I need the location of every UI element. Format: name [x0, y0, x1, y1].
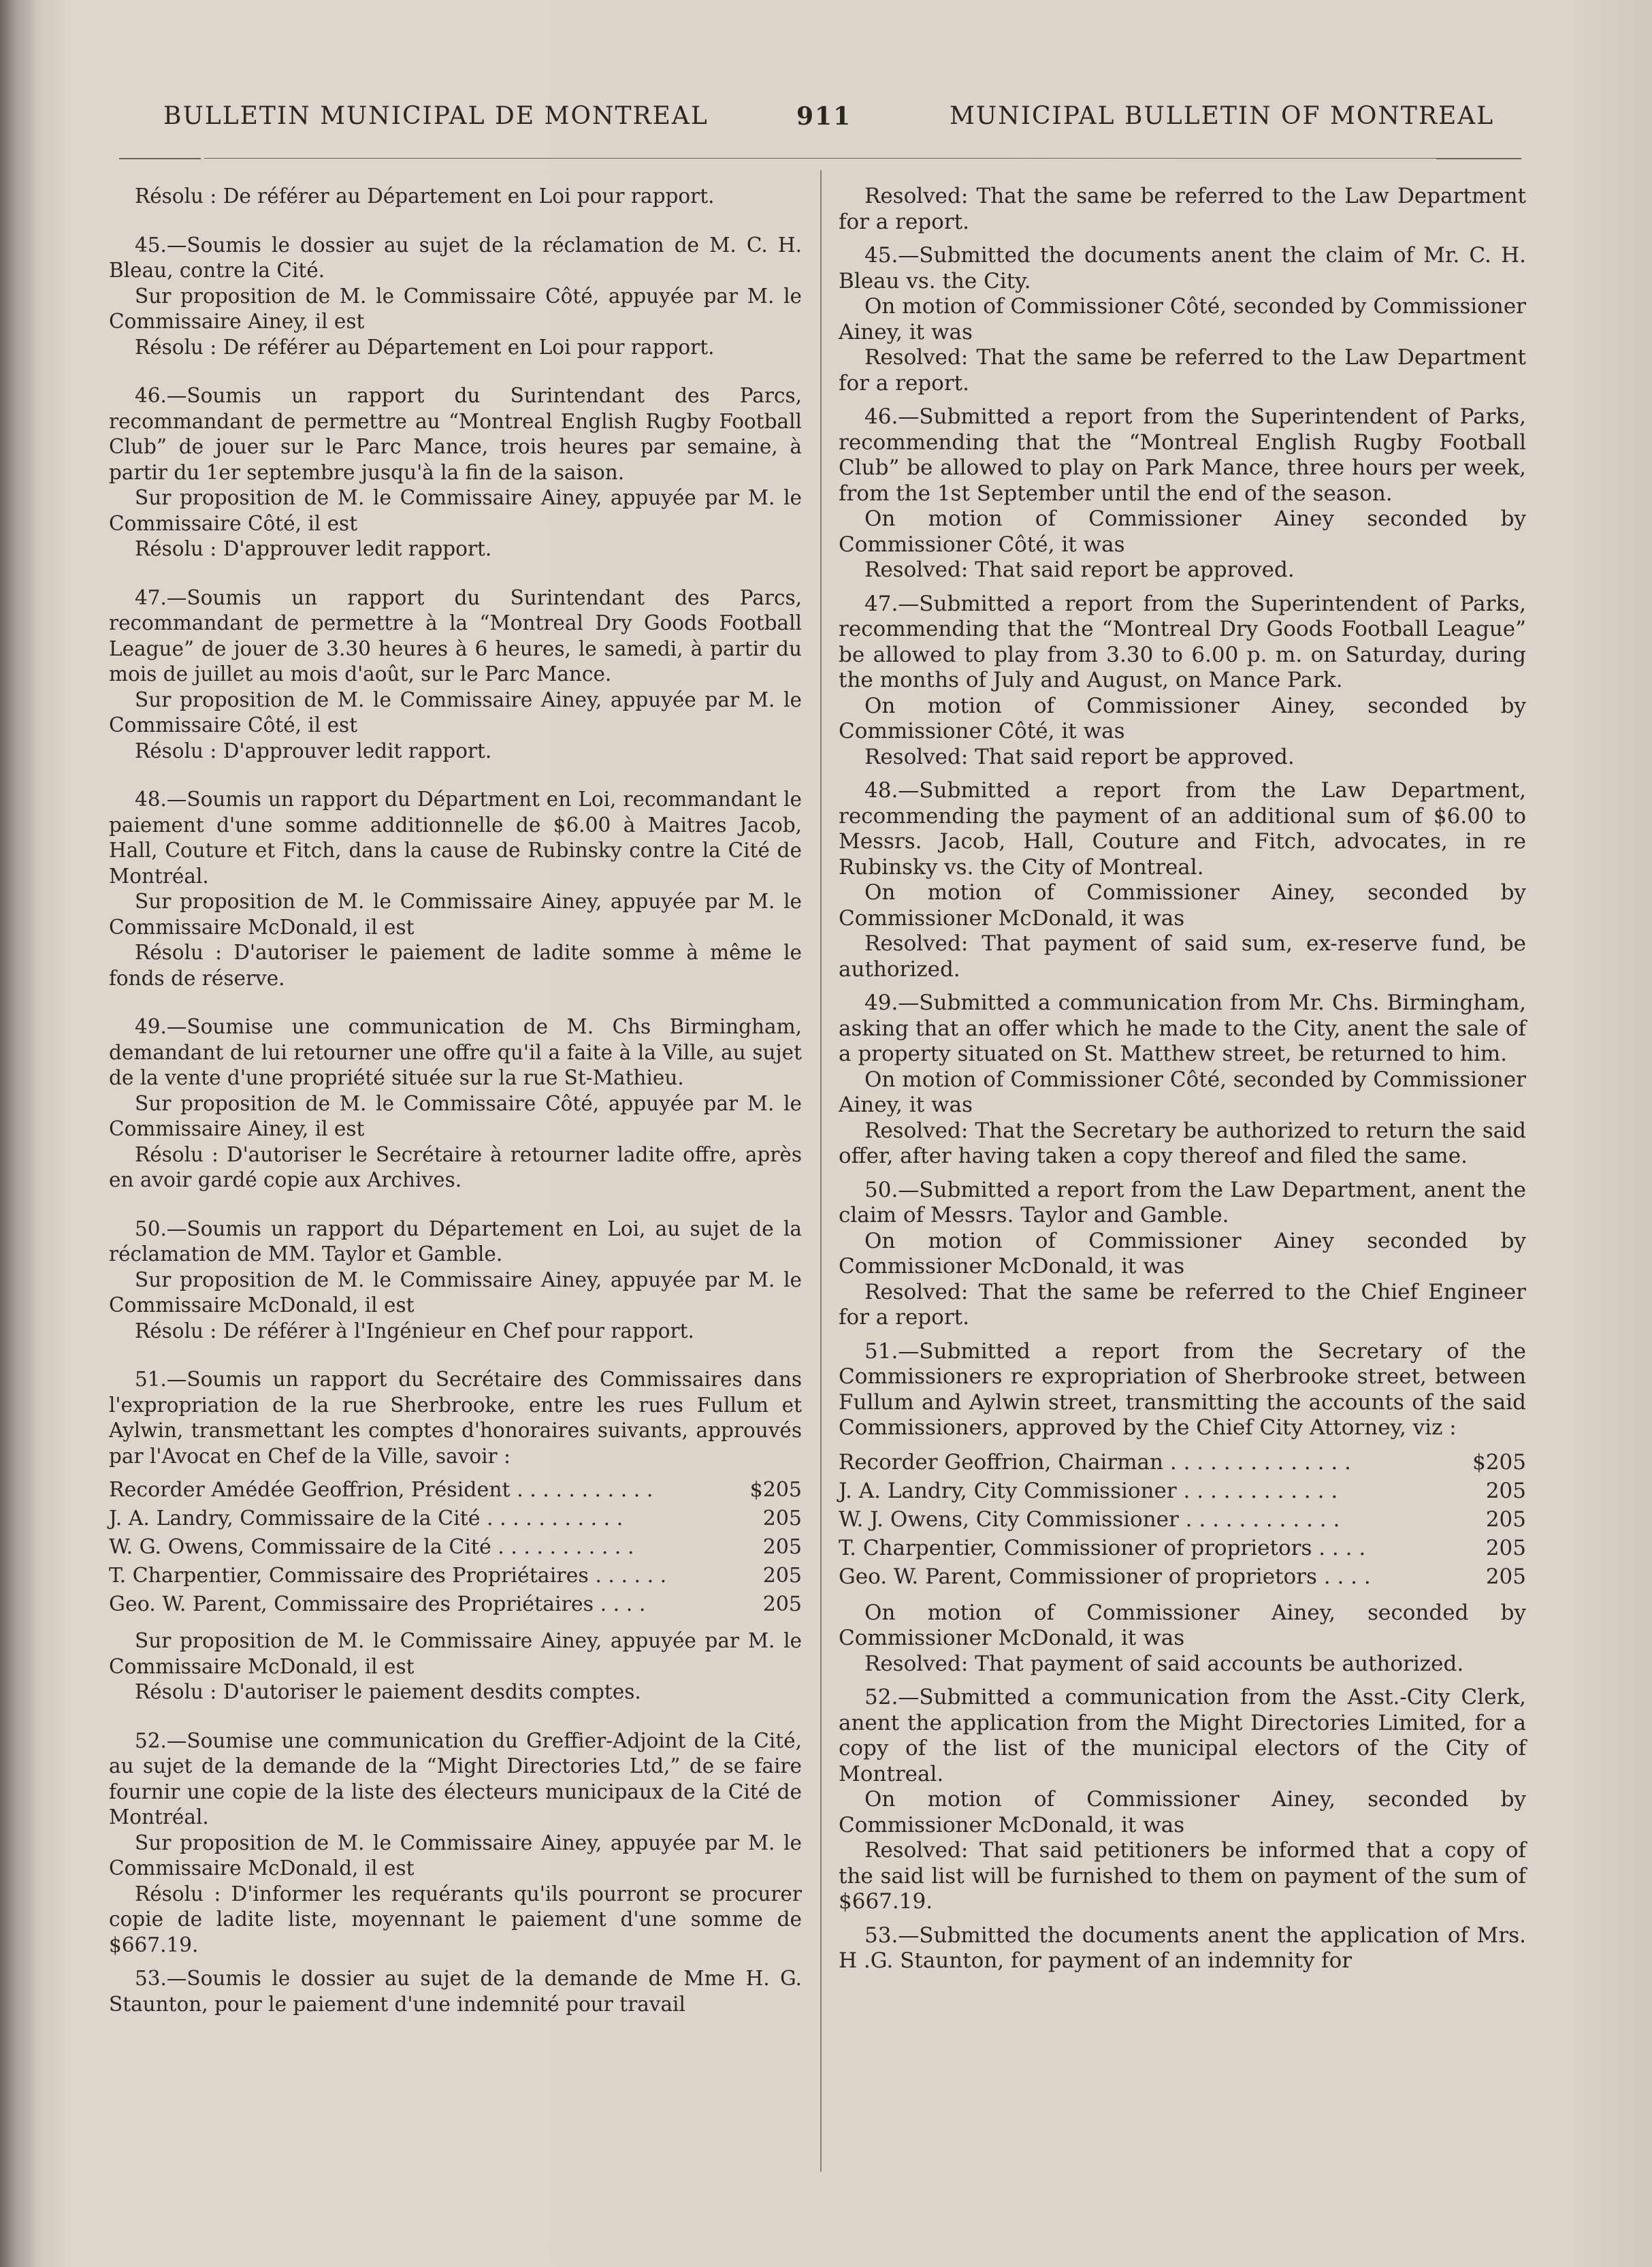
item-53 — [839, 1923, 1526, 1974]
item-motion: Sur proposition de M. le Commissaire Ainey, appuyée par M. le Commissaire McDonald, il est — [109, 890, 802, 939]
item-47 — [839, 592, 1526, 771]
header-rule-left — [119, 158, 201, 159]
french-column — [109, 184, 802, 2025]
item-48 — [839, 778, 1526, 982]
item-motion: Sur proposition de M. le Commissaire Ainey, appuyée par M. le Commissaire Côté, il est — [109, 486, 802, 535]
item-text: 47.—Submitted a report from the Superintendent of Parks, recommending that the “Montreal Dry Goods Football League” be allowed to play from 3.30 to 6.00 p. m. on Saturday, during the months of July and August, on Mance Park. — [839, 591, 1526, 692]
item-text: 48.—Submitted a report from the Law Department, recommending the payment of an additional sum of $6.00 to Messrs. Jacob, Hall, Couture and Fitch, advocates, in re Rubinsky vs. the City of Montreal. — [839, 778, 1526, 880]
item-51 — [839, 1339, 1526, 1677]
item-52 — [109, 1729, 802, 1959]
page-number: 911 — [796, 102, 852, 131]
item-resolution: Resolved: That said petitioners be informed that a copy of the said list will be furnished to them on payment of the sum of $667.19. — [839, 1838, 1526, 1914]
item-49 — [109, 1014, 802, 1193]
item-46 — [839, 404, 1526, 583]
item-resolution: Résolu : D'approuver ledit rapport. — [135, 537, 492, 560]
intro-resolution: Resolved: That the same be referred to the Law Department for a report. — [839, 184, 1526, 234]
item-motion: On motion of Commissioner Ainey, seconded by Commissioner McDonald, it was — [839, 1787, 1526, 1837]
item-49 — [839, 991, 1526, 1170]
item-50 — [109, 1217, 802, 1345]
item-text: 50.—Submitted a report from the Law Department, anent the claim of Messrs. Taylor and Gamble. — [839, 1177, 1526, 1227]
item-motion: On motion of Commissioner Ainey seconded by Commissioner Côté, it was — [839, 507, 1526, 557]
column-divider — [820, 170, 822, 2172]
item-motion: Sur proposition de M. le Commissaire Ainey, appuyée par M. le Commissaire McDonald, il est — [109, 1629, 802, 1678]
item-text: 47.—Soumis un rapport du Surintendant des Parcs, recommandant de permettre à la “Montreal Dry Goods Football League” de jouer de 3.30 heures à 6 heures, le samedi, à partir du mois de juillet au mois d'août, sur le Parc Mance. — [109, 585, 802, 686]
account-row: W. G. Owens, Commissaire de la Cité . . . . . . . . . . . 205 — [109, 1535, 802, 1559]
account-row: J. A. Landry, Commissaire de la Cité . . . . . . . . . . . 205 — [109, 1507, 802, 1530]
item-motion: On motion of Commissioner Ainey, seconded by Commissioner McDonald, it was — [839, 880, 1526, 931]
account-row: J. A. Landry, City Commissioner . . . . . . . . . . . . 205 — [839, 1478, 1526, 1503]
header-rule — [204, 158, 1491, 159]
item-motion: Sur proposition de M. le Commissaire Côté, appuyée par M. le Commissaire Ainey, il est — [109, 284, 802, 333]
item-text: 45.—Submitted the documents anent the claim of Mr. C. H. Bleau vs. the City. — [839, 243, 1526, 293]
item-text: 46.—Submitted a report from the Superintendent of Parks, recommending that the “Montreal English Rugby Football Club” be allowed to play on Park Mance, three hours per week, from the 1st September until the end of the season. — [839, 404, 1526, 506]
item-text: 48.—Soumis un rapport du Départment en Loi, recommandant le paiement d'une somme additionnelle de $6.00 à Maitres Jacob, Hall, Couture et Fitch, dans la cause de Rubinsky contre la Cité de Montréal. — [109, 788, 802, 888]
item-motion: On motion of Commissioner Ainey, seconded by Commissioner Côté, it was — [839, 693, 1526, 743]
item-45 — [109, 233, 802, 361]
item-motion: Sur proposition de M. le Commissaire Ainey, appuyée par M. le Commissaire Côté, il est — [109, 688, 802, 737]
account-row: Geo. W. Parent, Commissaire des Propriétaires . . . . 205 — [109, 1592, 802, 1616]
item-resolution: Resolved: That payment of said sum, ex-reserve fund, be authorized. — [839, 931, 1526, 982]
item-text: 49.—Submitted a communication from Mr. Chs. Birmingham, asking that an offer which he made to the City, anent the sale of a property situated on St. Matthew street, be returned to him. — [839, 991, 1526, 1066]
item-text: 52.—Submitted a communication from the Asst.-City Clerk, anent the application from the Might Directories Limited, for a copy of the list of the municipal electors of the City of Montreal. — [839, 1685, 1526, 1786]
item-text: 51.—Soumis un rapport du Secrétaire des Commissaires dans l'expropriation de la rue Sherbrooke, entre les rues Fullum et Aylwin, transmettant les comptes d'honoraires suivants, approuvés par l'Avocat en Chef de la Ville, savoir : — [109, 1368, 802, 1468]
item-resolution: Resolved: That said report be approved. — [864, 744, 1295, 769]
account-row: T. Charpentier, Commissioner of proprietors . . . . 205 — [839, 1535, 1526, 1560]
item-46 — [109, 383, 802, 562]
item-text: 45.—Soumis le dossier au sujet de la réclamation de M. C. H. Bleau, contre la Cité. — [109, 233, 802, 282]
account-row: Recorder Amédée Geoffrion, Président . . . . . . . . . . . $205 — [109, 1478, 802, 1502]
header-english-title: MUNICIPAL BULLETIN OF MONTREAL — [950, 102, 1495, 130]
item-51 — [109, 1367, 802, 1705]
item-text: 46.—Soumis un rapport du Surintendant des Parcs, recommandant de permettre au “Montreal English Rugby Football Club” de jouer sur le Parc Mance, trois heures par semaine, à partir du 1er septembre jusqu'à la fin de la saison. — [109, 384, 802, 484]
item-text: 50.—Soumis un rapport du Département en Loi, au sujet de la réclamation de MM. Taylor et Gamble. — [109, 1217, 802, 1266]
item-52 — [839, 1685, 1526, 1915]
item-resolution: Résolu : D'informer les requérants qu'ils pourront se procurer copie de ladite liste, moyennant le paiement d'une somme de $667.19. — [109, 1882, 802, 1957]
accounts-table — [839, 1448, 1526, 1591]
intro-resolution: Résolu : De référer au Département en Loi pour rapport. — [135, 184, 715, 208]
item-motion: Sur proposition de M. le Commissaire Ainey, appuyée par M. le Commissaire McDonald, il est — [109, 1831, 802, 1880]
account-row: Geo. W. Parent, Commissioner of proprietors . . . . 205 — [839, 1564, 1526, 1589]
english-column — [839, 184, 1526, 1982]
item-text: 53.—Submitted the documents anent the application of Mrs. H .G. Staunton, for payment of an indemnity for — [839, 1923, 1526, 1973]
item-resolution: Résolu : D'autoriser le Secrétaire à retourner ladite offre, après en avoir gardé copie aux Archives. — [109, 1142, 802, 1191]
item-resolution: Résolu : D'autoriser le paiement de ladite somme à même le fonds de réserve. — [109, 941, 802, 990]
header-french-title: BULLETIN MUNICIPAL DE MONTREAL — [163, 102, 709, 130]
item-text: 51.—Submitted a report from the Secretary of the Commissioners re expropriation of Sherbrooke street, between Fullum and Aylwin street, transmitting the accounts of the said Commissioners, approved by the Chief City Attorney, viz : — [839, 1338, 1526, 1440]
page-header — [0, 102, 1652, 143]
item-45 — [839, 243, 1526, 396]
item-motion: Sur proposition de M. le Commissaire Côté, appuyée par M. le Commissaire Ainey, il est — [109, 1091, 802, 1140]
item-motion: Sur proposition de M. le Commissaire Ainey, appuyée par M. le Commissaire McDonald, il est — [109, 1268, 802, 1317]
item-motion: On motion of Commissioner Ainey seconded by Commissioner McDonald, it was — [839, 1228, 1526, 1279]
item-resolution: Resolved: That the same be referred to the Law Department for a report. — [839, 345, 1526, 396]
item-resolution: Resolved: That the same be referred to the Chief Engineer for a report. — [839, 1279, 1526, 1330]
header-rule-right — [1436, 158, 1521, 159]
item-motion: On motion of Commissioner Côté, seconded by Commissioner Ainey, it was — [839, 1067, 1526, 1117]
item-motion: On motion of Commissioner Ainey, seconded by Commissioner McDonald, it was — [839, 1600, 1526, 1650]
item-resolution: Resolved: That the Secretary be authorized to return the said offer, after having taken a copy thereof and filed the same. — [839, 1118, 1526, 1168]
item-resolution: Résolu : D'approuver ledit rapport. — [135, 739, 492, 762]
accounts-table — [109, 1476, 802, 1619]
account-row: Recorder Geoffrion, Chairman . . . . . . . . . . . . . . $205 — [839, 1449, 1526, 1475]
item-resolution: Resolved: That said report be approved. — [864, 558, 1295, 582]
item-text: 52.—Soumise une communication du Greffier-Adjoint de la Cité, au sujet de la demande de la “Might Directories Ltd,” de se faire fournir une copie de la liste des électeurs municipaux de la Cité de Montréal. — [109, 1729, 802, 1829]
item-resolution: Résolu : De référer au Département en Loi pour rapport. — [135, 335, 715, 359]
item-text: 53.—Soumis le dossier au sujet de la demande de Mme H. G. Staunton, pour le paiement d'une indemnité pour travail — [109, 1967, 802, 2016]
item-resolution: Resolved: That payment of said accounts be authorized. — [864, 1651, 1464, 1676]
account-row: W. J. Owens, City Commissioner . . . . . . . . . . . . 205 — [839, 1507, 1526, 1532]
item-motion: On motion of Commissioner Côté, seconded by Commissioner Ainey, it was — [839, 294, 1526, 344]
item-resolution: Résolu : De référer à l'Ingénieur en Chef pour rapport. — [135, 1319, 694, 1342]
item-47 — [109, 585, 802, 765]
item-53 — [109, 1966, 802, 2017]
item-text: 49.—Soumise une communication de M. Chs Birmingham, demandant de lui retourner une offre qu'il a faite à la Ville, au sujet de la vente d'une propriété située sur la rue St-Mathieu. — [109, 1015, 802, 1089]
item-48 — [109, 787, 802, 991]
account-row: T. Charpentier, Commissaire des Propriétaires . . . . . . 205 — [109, 1564, 802, 1588]
item-50 — [839, 1178, 1526, 1331]
item-resolution: Résolu : D'autoriser le paiement desdits comptes. — [135, 1680, 641, 1703]
